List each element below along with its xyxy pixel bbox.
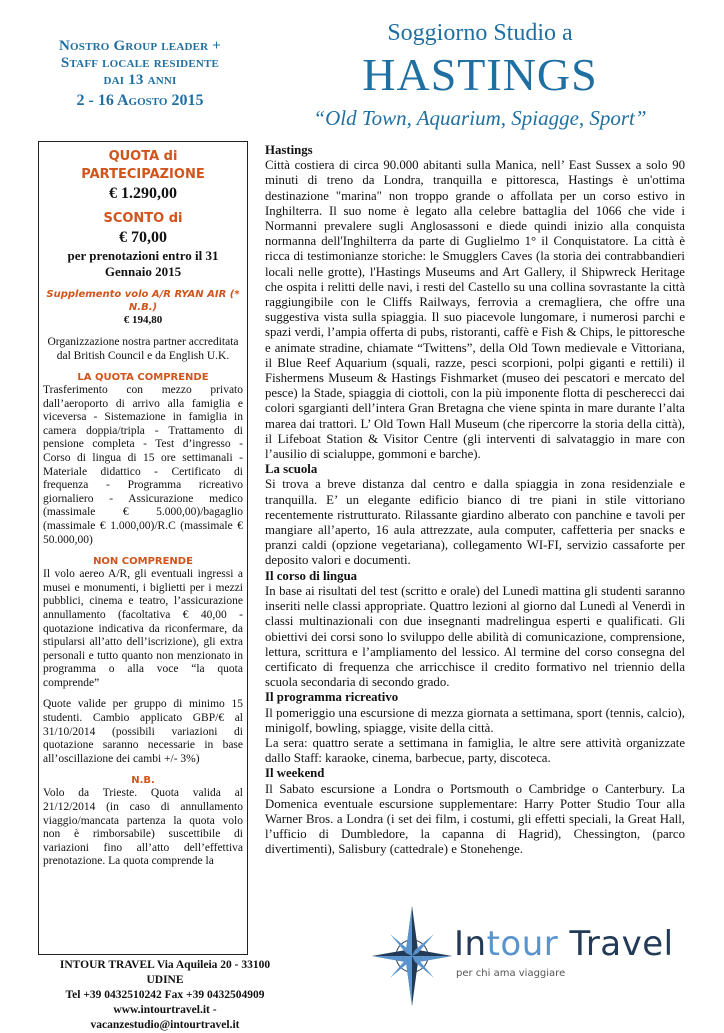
header-line-3: dai 13 anni <box>103 72 177 88</box>
quota-label-1: QUOTA di <box>108 149 178 164</box>
section-heading: Hastings <box>265 143 313 157</box>
compass-star-icon <box>370 902 454 1012</box>
section-text: In base ai risultati del test (scritto e orale) del Lunedì mattina gli studenti saranno inseriti nelle classi appropriate. Quattro lezioni al giorno dal Lunedì al Venerdì in classi multinazionali con due insegnanti madrelingua esperti e qualificati. Gli obiettivi dei corsi sono lo sviluppo delle abilità di comunicazione, comprensione, lettura, scrittura e l’ampliamento del lessico. Al termine del corso consegna del certificato di frequenza che arricchisce il credito formativo nel triennio della scuola secondaria di secondo grado. <box>265 583 685 690</box>
non-comprende-heading: NON COMPRENDE <box>93 556 193 568</box>
sconto-label: SCONTO di <box>103 211 183 226</box>
page-title: HASTINGS <box>362 49 598 100</box>
sconto-note: per prenotazioni entro il 31 Gennaio 2015 <box>67 248 219 279</box>
non-comprende-text: Il volo aereo A/R, gli eventuali ingressi a musei e monumenti, i biglietti per i mezzi pubblici, cinema e teatro, l’assicurazione annullamento (facoltativa € 40,00 - quotazione indicativa da riconfermare, da stipularsi all’atto dell’iscrizione), gli extra personali e tutto quanto non menzionato in programma o alla voce “la quota comprende” <box>43 568 243 689</box>
intour-travel-logo <box>370 902 690 1012</box>
footer-web[interactable]: www.intourtravel.it - vacanzestudio@intourtravel.it <box>90 1004 240 1031</box>
comprende-text: Trasferimento con mezzo privato dall’aeroporto di arrivo alla famiglia e viceversa - Sistemazione in famiglia in camera doppia/tripla - Trattamento di pensione completa - Test d’ingresso - Corso di lingua di 15 ore settimanali - Materiale didattico - Certificato di frequenza - Programma ricreativo giornaliero - Assicurazione medico (massimale € 5.000,00)/bagaglio (massimale € 1.000,00)/R.C (massimale € 50.000,00) <box>43 384 243 546</box>
logo-name-part3: Travel <box>558 924 674 964</box>
trip-dates: 2 - 16 Agosto 2015 <box>76 92 204 109</box>
quote-valide-text: Quote valide per gruppo di minimo 15 studenti. Cambio applicato GBP/€ al 31/10/2014 (possibili variazioni di quotazione saranno necessarie in base all’oscillazione dei cambi +/- 3%) <box>43 698 243 765</box>
logo-name-part1: In <box>454 924 487 964</box>
group-leader-header <box>20 38 260 112</box>
title-block <box>280 18 680 132</box>
main-content <box>265 143 685 858</box>
section-heading: Il corso di lingua <box>265 568 358 583</box>
supplement-label: Supplemento volo A/R RYAN AIR (* N.B.) <box>46 289 240 313</box>
page-subtitle: “Old Town, Aquarium, Spiagge, Sport” <box>313 106 647 130</box>
logo-name <box>454 924 674 964</box>
quota-price: € 1.290,00 <box>109 185 177 202</box>
supplement-price: € 194,80 <box>123 314 163 326</box>
section-heading: Il weekend <box>265 766 325 781</box>
footer-address: INTOUR TRAVEL Via Aquileia 20 - 33100 UDINE <box>59 959 271 986</box>
footer-phone: Tel +39 0432510242 Fax +39 0432504909 <box>65 989 265 1001</box>
logo-tagline: per chi ama viaggiare <box>456 968 566 979</box>
quota-label-2: PARTECIPAZIONE <box>81 167 205 182</box>
section-heading: Il programma ricreativo <box>265 690 399 705</box>
section-heading: La scuola <box>265 462 318 477</box>
section-text: Il Sabato escursione a Londra o Portsmouth o Cambridge o Canterbury. La Domenica eventuale escursione supplementare: Harry Potter Studio Tour alla Warner Bros. a Londra (i set dei film, i costumi, gli effetti speciali, la Great Hall, l’ufficio di Dumbledore, la capanna di Hagrid), Chessington, (parco divertimenti), Salisbury (cattedrale) e Stonehenge. <box>265 781 685 857</box>
comprende-heading: LA QUOTA COMPRENDE <box>77 372 209 383</box>
header-line-1: Nostro Group leader + <box>58 38 221 54</box>
logo-name-part2: tour <box>486 924 559 964</box>
nb-heading: N.B. <box>131 775 155 787</box>
footer-contacts <box>50 958 280 1033</box>
section-text: Il pomeriggio una escursione di mezza giornata a settimana, sport (tennis, calcio), minigolf, bowling, spiagge, visite della città. <box>265 705 685 735</box>
nb-text: Volo da Trieste. Quota valida al 21/12/2014 (in caso di annullamento viaggio/mancata partenza la quota volo non è rimborsabile) suscettibile di variazioni fino all’atto dell’effettiva prenotazione. La quota comprende la <box>43 787 243 868</box>
section-text: La sera: quattro serate a settimana in famiglia, le altre sere attività organizzate dallo Staff: karaoke, cinema, barbecue, party, discoteca. <box>265 735 685 766</box>
header-line-2: Staff locale residente <box>60 55 220 71</box>
title-pre: Soggiorno Studio a <box>387 20 573 46</box>
section-text: Si trova a breve distanza dal centro e dalla spiaggia in zona residenziale e tranquilla. E’ un elegante edificio bianco di tre piani in stile vittoriano recentemente ristrutturato. Rilassante giardino alberato con panchine e tavoli per mangiare all’aperto, 16 aula attrezzate, aula computer, caffetteria per snacks e pranzi caldi (opzione vegetariana), collegamento WI-FI, servizio cassaforte per deposito valori e documenti. <box>265 477 685 568</box>
sconto-price: € 70,00 <box>119 229 167 246</box>
price-box <box>38 141 248 955</box>
organization-note: Organizzazione nostra partner accreditata dal British Council e da English U.K. <box>47 336 239 362</box>
section-text: Città costiera di circa 90.000 abitanti sulla Manica, nell’ East Sussex a solo 90 minuti di treno da Londra, tranquilla e pittoresca, Hastings è un'ottima destinazione "marina" non troppo grande o affollata per un corso estivo in Inghilterra. Il suo nome è legato alla celebre battaglia del 1066 che vide i Normanni prevalere sugli Anglosassoni e diede quindi inizio alla conquista normanna dell'Inghilterra da parte di Guglielmo 1° il Conquistatore. La città è ricca di testimonianze storiche: le Smugglers Caves (la storia dei contrabbandieri locali nelle grotte), l'Hastings Museums and Art Gallery, il Shipwreck Heritage che ospita i relitti delle navi, i resti del Castello su una collina sovrastante la città raggiungibile con le Cliffs Railways, ferrovia a cremagliera, che offre una suggestiva vista sulla spiaggia. Il suo piacevole lungomare, i numerosi parchi e spazi verdi, l’ampia offerta di pubs, ristoranti, caffè e Fish & Chips, le pittoresche e animate stradine, chiamate “Twittens”, della Old Town medievale e Vittoriana, il Blue Reef Aquarium (squali, razze, pesci scorpioni, polpi giganti e rettili) il Fishermens Museum & Hastings Fishmarket (museo dei pescatori e mercato del pesce) la Stade, spiaggia di ciottoli, con la più imponente flotta di pescherecci dai colori sgargianti dell’intera Gran Bretagna che viene spinta in mare durante l’alta marea dai trattori. L’ Old Town Hall Museum (che ripercorre la storia della città), il Lifeboat Station & Visitor Centre (gli interventi di salvataggio in mare con l’ausilio di scialuppe, gommoni e barche). <box>265 158 685 462</box>
